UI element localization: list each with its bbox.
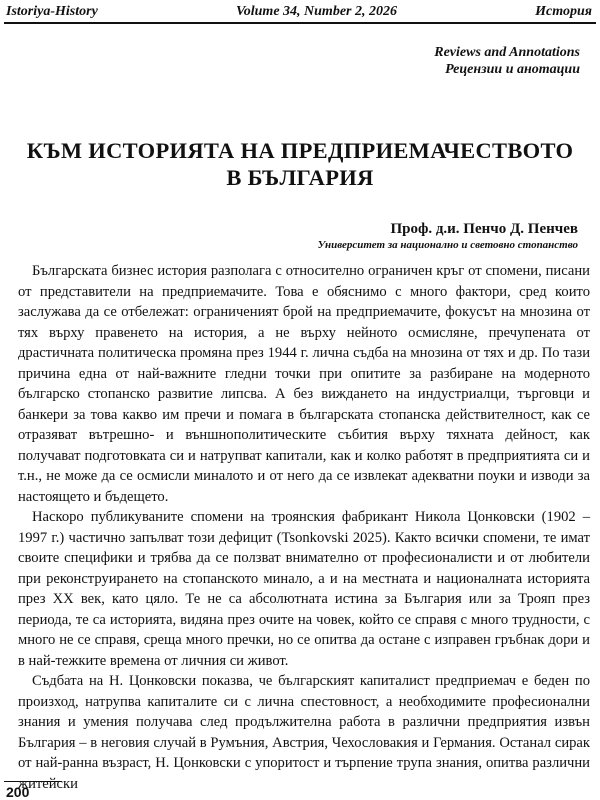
article-title-line-1: КЪМ ИСТОРИЯТА НА ПРЕДПРИЕМАЧЕСТВОТО — [26, 138, 574, 163]
footer-rule — [4, 781, 62, 782]
article-title — [20, 137, 580, 191]
author-block — [318, 220, 578, 252]
author-name: Проф. д.и. Пенчо Д. Пенчев — [390, 221, 578, 237]
paragraph: Съдбата на Н. Цонковски показва, че българският капиталист предприемач е беден по произход, натрупва капиталите си с лична спестовност, а необходимите професионални знания и умения получава след продължителна работа в различни предприятия извън България – в неговия случай в Румъния, Австрия, Чехословакия и Германия. Останал сирак от най-ранна възраст, Н. Цонковски с упоритост и търпение трупа знания, опитва различни житейски — [18, 673, 590, 792]
section-label-bg: Рецензии и анотации — [445, 62, 580, 77]
article-title-line-2: В БЪЛГАРИЯ — [226, 165, 374, 190]
running-header — [6, 2, 592, 22]
journal-name: Istoriya-History — [6, 4, 98, 19]
issue-info: Volume 34, Number 2, 2026 — [235, 4, 397, 19]
paragraph: Наскоро публикуваните спомени на троянския фабрикант Никола Цонковски (1902 – 1997 г.) частично запълват този дефицит (Tsonkovski 2025). Както всички спомени, те имат своите специфики и трябва да се ползват внимателно от професионалисти и от любители при реконструирането на стопанското минало, а и на местната и националната историята през XX век, като цяло. Те не са абсолютната истина за България или за Трояп през периода, те са историята, видяна през очите на човек, който се справя с много трудности, с много не се справя, среща много пречки, но се опитва да остане с изправен гръбнак дори и в най-тежките времена от личния си живот. — [18, 509, 590, 669]
section-label — [434, 44, 580, 78]
paragraph: Българската бизнес история разполага с относително ограничен кръг от спомени, писани от представители на предприемачите. Това е обяснимо с много фактори, сред които заслужава да се отбележат: ограниченият брой на предприемачите, фокусът на мнозина от тях върху правенето на история, а не върху нейното осмисляне, пречупената от драстичната политическа промяна през 1944 г. лична съдба на мнозина от тях и др. По тази причина една от най-важните гледни точки при опитите за разбиране на модерното българско стопанско развитие липсва. А без виждането на индустриалци, търговци и банкери за това какво им пречи и помага в българската стопанска действителност, как се отразяват вътрешно- и външнополитическите събития върху тяхната дейност, как получават подготовката си и натрупват капитали, как и колко работят в предприятията си и т.н., не може да се осмисли миналото и от него да се извлекат адекватни поуки и изводи за настоящето и бъдещето. — [18, 263, 590, 505]
page-number: 200 — [6, 784, 30, 800]
article-body — [18, 261, 590, 794]
header-rule — [4, 22, 596, 24]
journal-name-bg: История — [535, 4, 592, 19]
section-label-en: Reviews and Annotations — [434, 45, 580, 60]
author-affiliation: Университет за национално и световно стопанство — [317, 239, 578, 251]
